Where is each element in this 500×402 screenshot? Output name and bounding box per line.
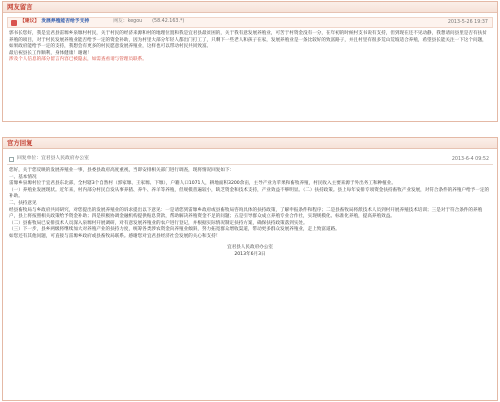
reply-paragraph: （一）养殖业发展现状。近年来，村内部分村民自发从事养猪、养牛、养羊等养殖，但规模普遍较小，缺乏资金和技术支持，产业效益不够明显。（二）扶持政策。县上每年安排专项资金扶持畜牧产业发展，对符合条件的养殖户给予一定的补助。	[9, 187, 490, 200]
thread-icon	[11, 20, 17, 26]
reply-unit-label: 回复单位：	[17, 155, 41, 161]
reply-paragraph: 一、基本情况	[9, 174, 37, 180]
post-meta-row	[7, 17, 493, 28]
signature-org: 宜君县人民政府办公室	[227, 244, 273, 250]
author-ip: (58.42.163.*)	[152, 19, 185, 25]
reply-paragraph: 如您还有其他问题，可直接与雷塬乡政府或县畜牧局联系。感谢您对宜君县经济社会发展的关心和支持！	[9, 233, 221, 239]
reply-paragraph: 二、扶持意见	[9, 200, 37, 206]
reply-time: 2013-6-4 09:52	[451, 157, 489, 162]
reply-meta-row	[7, 154, 493, 165]
reply-paragraph: （二）县畜牧局已安排技术人员深入泉塬村开展调研，对有意发展养殖业的农户进行登记，并根据实际情况制定扶持方案，确保扶持政策落到实处。	[9, 220, 308, 226]
reply-paragraph: 经县畜牧局与乡政府共同研究，对您提出的发展养殖业的诉求提出以下意见：一是请您到雷塬乡政府或县畜牧局咨询具体的扶持政策，了解申报条件和程序；二是县畜牧局将派技术人员到村开展养殖技术培训；三是对于符合条件的养殖户，县上将按照相关政策给予资金补助；四是积极协调金融机构提供贴息贷款，帮助解决养殖资金不足的问题；五是引导群众成立养殖专业合作社，实现规模化、标准化养殖，提高养殖效益。	[9, 207, 483, 220]
reply-doc-icon	[9, 157, 14, 162]
reply-panel-title: 官方回复	[3, 138, 497, 149]
post-title-link[interactable]: 发展养殖能否给予支持	[41, 19, 90, 25]
post-time: 2013-5-26 19:37	[447, 20, 488, 25]
message-paragraph: 最后祝县长工作顺利，身体健康！谢谢！	[9, 50, 92, 56]
message-panel-title: 网友留言	[3, 2, 497, 13]
signature-date: 2013年6月3日	[234, 252, 266, 258]
author-name[interactable]: kegou	[127, 19, 143, 25]
message-paragraph: 郭书长您好，我是宜君县雷塬乡泉塬村村民，关于村民的经济来源和村的地理位置和我是宜君县最贫困的，关于我有意发展养殖业，可苦于村资金没有一分，在年初的时候村支书说有支持，但到现在还不见动静，我想请问县里是否有扶贫养殖的项目，对于村民发展养殖业能否给予一定的资金补助，因为村里大部分年轻人都出门打工了，只剩下一些老人和孩子在家，发展养殖业是一条比较好的致富路子，并且村里有很多荒山荒坡适合养殖，希望县长能关注一下这个问题，如果政府能给予一定的支持，我想会有更多的村民愿意发展养殖业，这样也可以带动村民共同致富。	[9, 31, 487, 50]
reply-body	[3, 165, 497, 259]
post-category-tag: 【建议】	[20, 19, 40, 25]
message-body	[3, 28, 497, 64]
reply-paragraph: （三）下一步，县乡两级将继续加大对养殖产业的扶持力度，统筹各类涉农资金向养殖业倾斜，努力拓宽群众增收渠道，带动更多群众发展养殖业，走上致富道路。	[9, 227, 340, 233]
reply-paragraph: 雷塬乡泉塬村位于宜君县东北部，全村辖3个自然村（郭家塬、王家塬、下塬），户籍人口1071人，耕地面积3200余亩，主导产业为苹果和畜牧养殖，村民收入主要来源于外出务工和种植业。	[9, 181, 396, 187]
reply-unit-name: 宜君县人民政府办公室	[41, 155, 89, 161]
author-label: 网友：	[113, 19, 128, 25]
reply-panel	[2, 137, 498, 401]
privacy-note: 涉及个人信息的部分留言内容已被隐去，如需查看请与管理员联系。	[9, 57, 147, 63]
reply-paragraph: 您好，关于您反映的发展养殖业一事，县委县政府高度重视，当即安排相关部门进行调查，现将情况回复如下：	[9, 168, 235, 173]
message-panel	[2, 1, 498, 122]
